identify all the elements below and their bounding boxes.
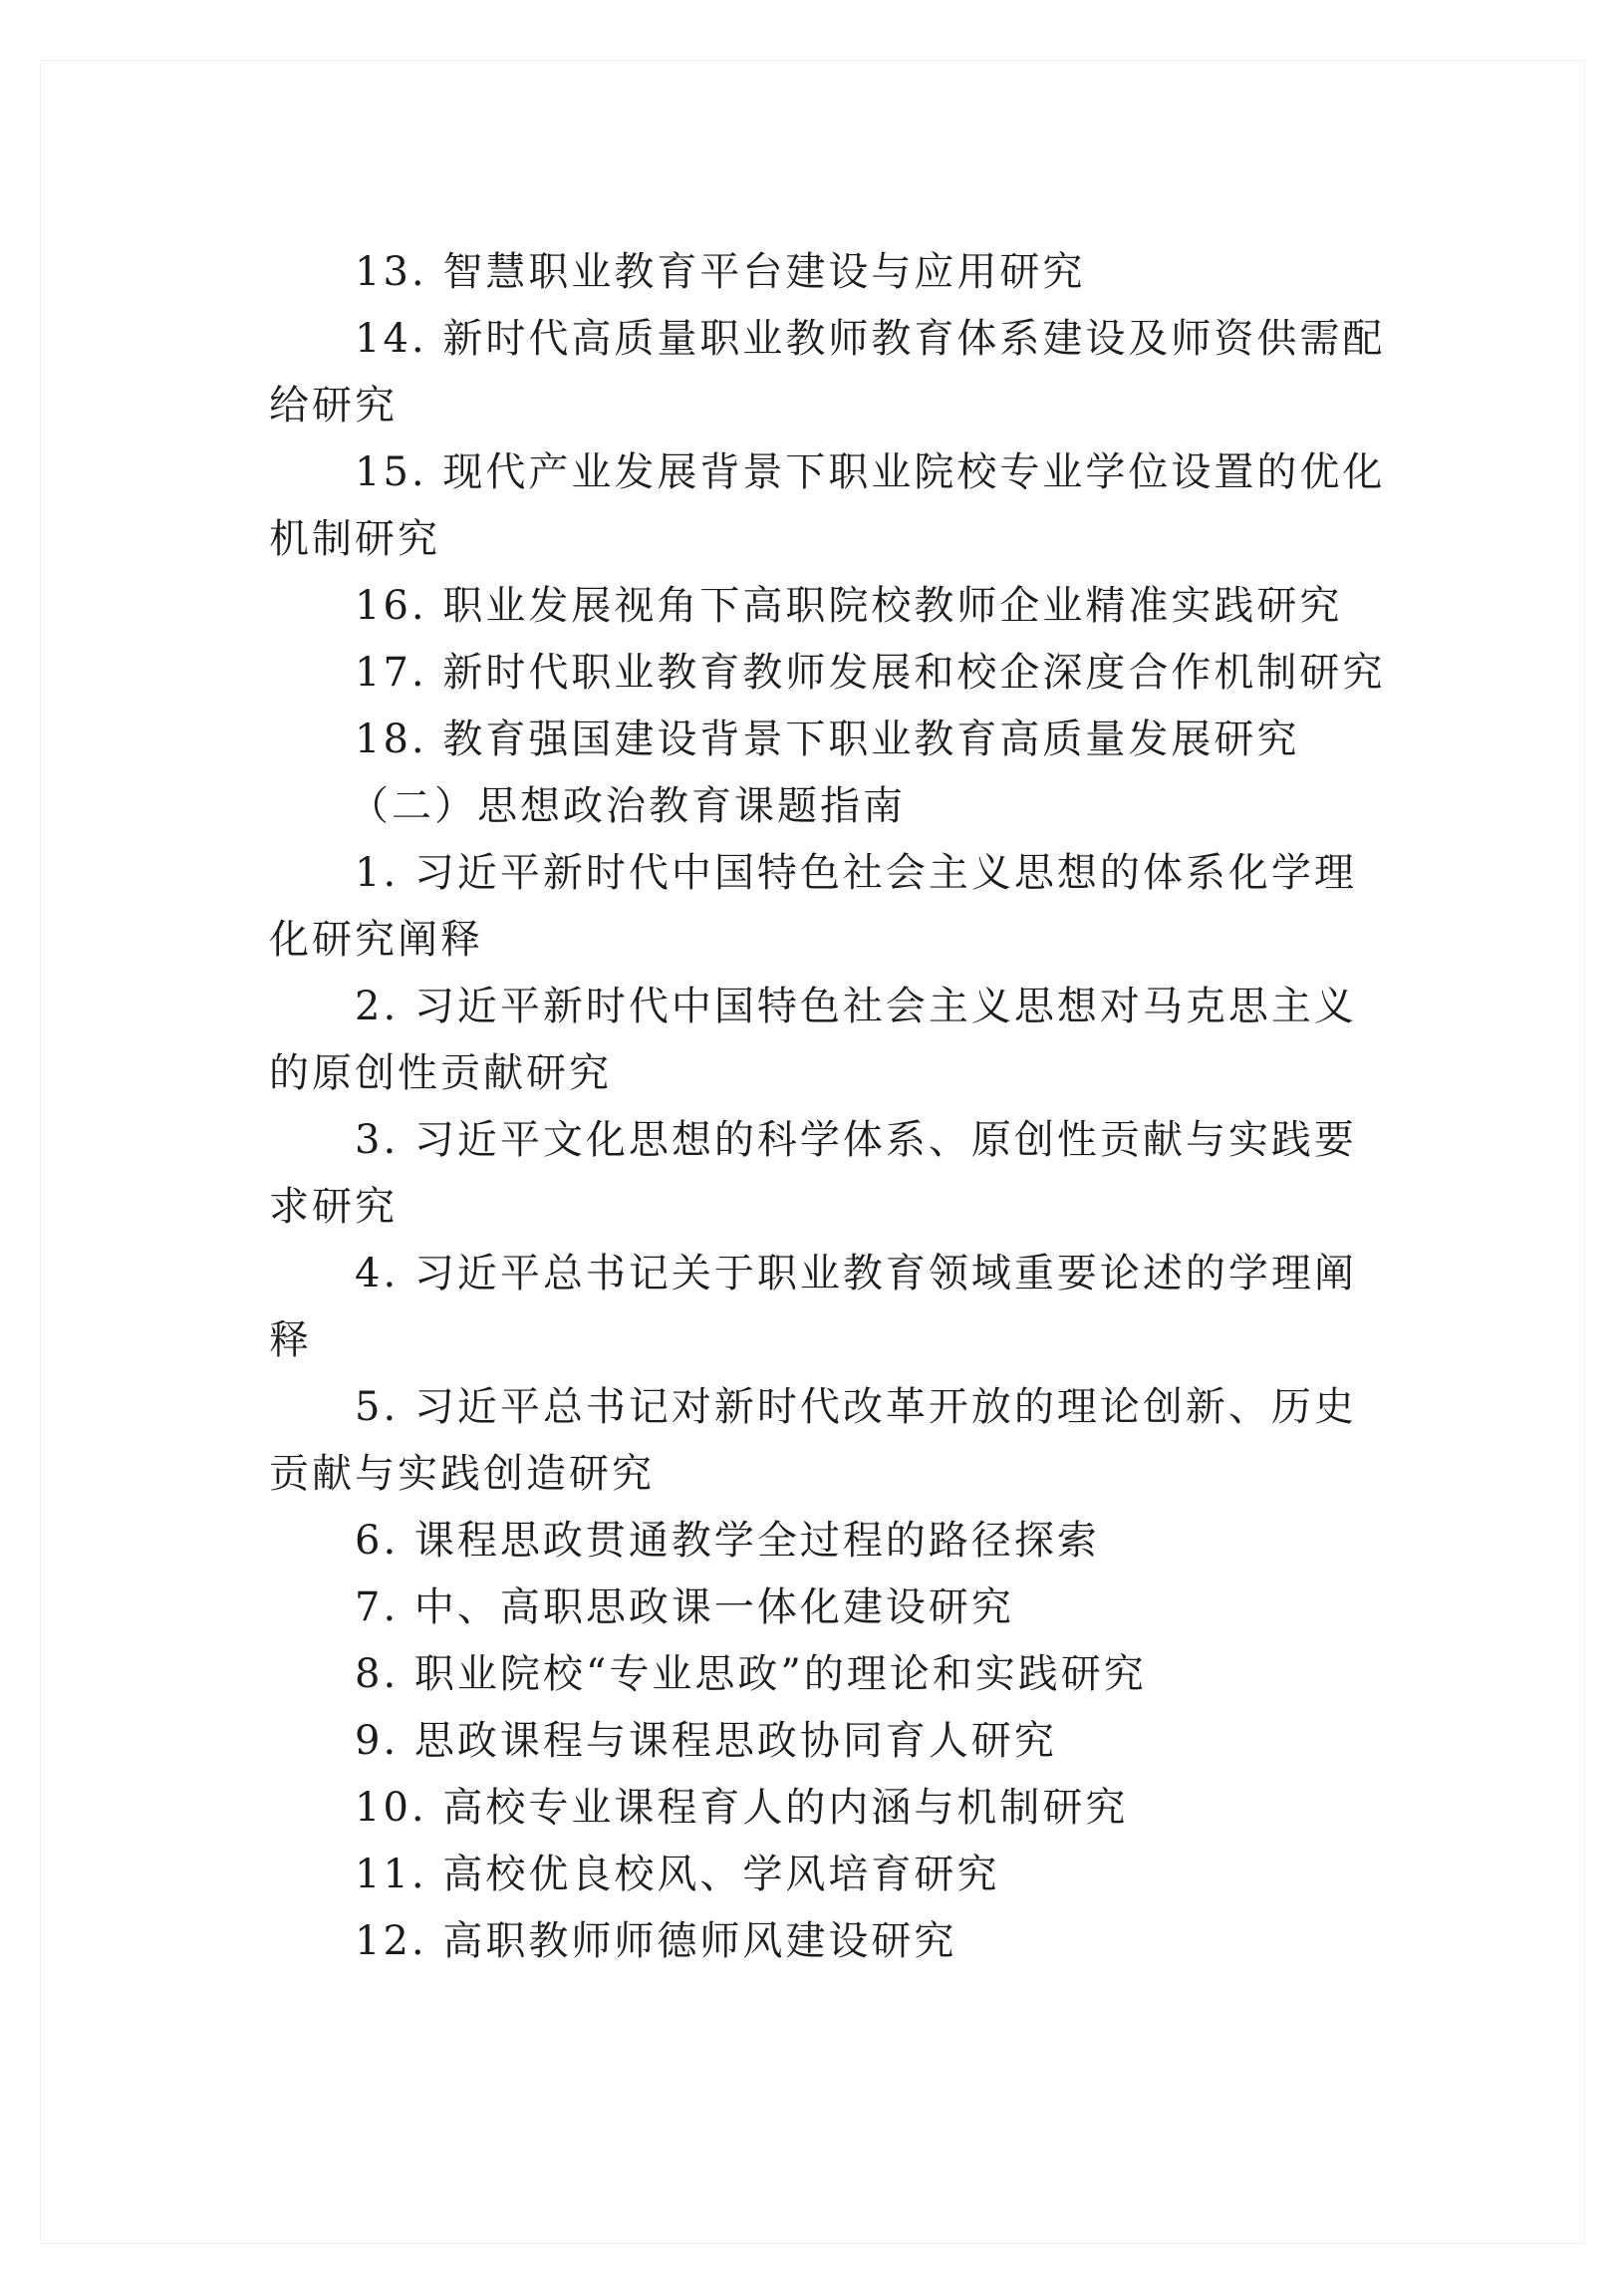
list-item-4: 4. 习近平总书记关于职业教育领域重要论述的学理阐: [355, 1251, 1357, 1296]
list-item-5: 5. 习近平总书记对新时代改革开放的理论创新、历史: [355, 1384, 1357, 1430]
list-item-13: 13. 智慧职业教育平台建设与应用研究: [355, 249, 1086, 295]
list-item-18: 18. 教育强国建设背景下职业教育高质量发展研究: [355, 717, 1300, 762]
list-item-12: 12. 高职教师师德师风建设研究: [355, 1918, 957, 1964]
list-item-7: 7. 中、高职思政课一体化建设研究: [355, 1584, 1014, 1630]
list-item-1: 1. 习近平新时代中国特色社会主义思想的体系化学理: [355, 850, 1357, 896]
list-item-3: 3. 习近平文化思想的科学体系、原创性贡献与实践要: [355, 1117, 1357, 1163]
list-item-16: 16. 职业发展视角下高职院校教师企业精准实践研究: [355, 583, 1343, 629]
document-body: [269, 239, 1385, 1975]
list-item-10: 10. 高校专业课程育人的内涵与机制研究: [355, 1785, 1129, 1831]
list-item-15: 15. 现代产业发展背景下职业院校专业学位设置的优化: [355, 449, 1386, 495]
list-item-5-cont: 贡献与实践创造研究: [269, 1451, 655, 1497]
section-heading: （二）思想政治教育课题指南: [349, 783, 906, 829]
list-item-15-cont: 机制研究: [269, 516, 440, 562]
list-item-4-cont: 释: [269, 1317, 312, 1363]
list-item-11: 11. 高校优良校风、学风培育研究: [355, 1852, 1000, 1897]
list-item-2: 2. 习近平新时代中国特色社会主义思想对马克思主义: [355, 984, 1357, 1029]
list-item-14: 14. 新时代高质量职业教师教育体系建设及师资供需配: [355, 316, 1386, 362]
list-item-6: 6. 课程思政贯通教学全过程的路径探索: [355, 1518, 1100, 1564]
list-item-14-cont: 给研究: [269, 383, 398, 429]
list-item-3-cont: 求研究: [269, 1184, 398, 1230]
list-item-9: 9. 思政课程与课程思政协同育人研究: [355, 1718, 1057, 1764]
list-item-8: 8. 职业院校“专业思政”的理论和实践研究: [355, 1651, 1147, 1697]
list-item-17: 17. 新时代职业教育教师发展和校企深度合作机制研究: [355, 650, 1386, 696]
list-item-1-cont: 化研究阐释: [269, 917, 483, 963]
list-item-2-cont: 的原创性贡献研究: [269, 1050, 612, 1096]
